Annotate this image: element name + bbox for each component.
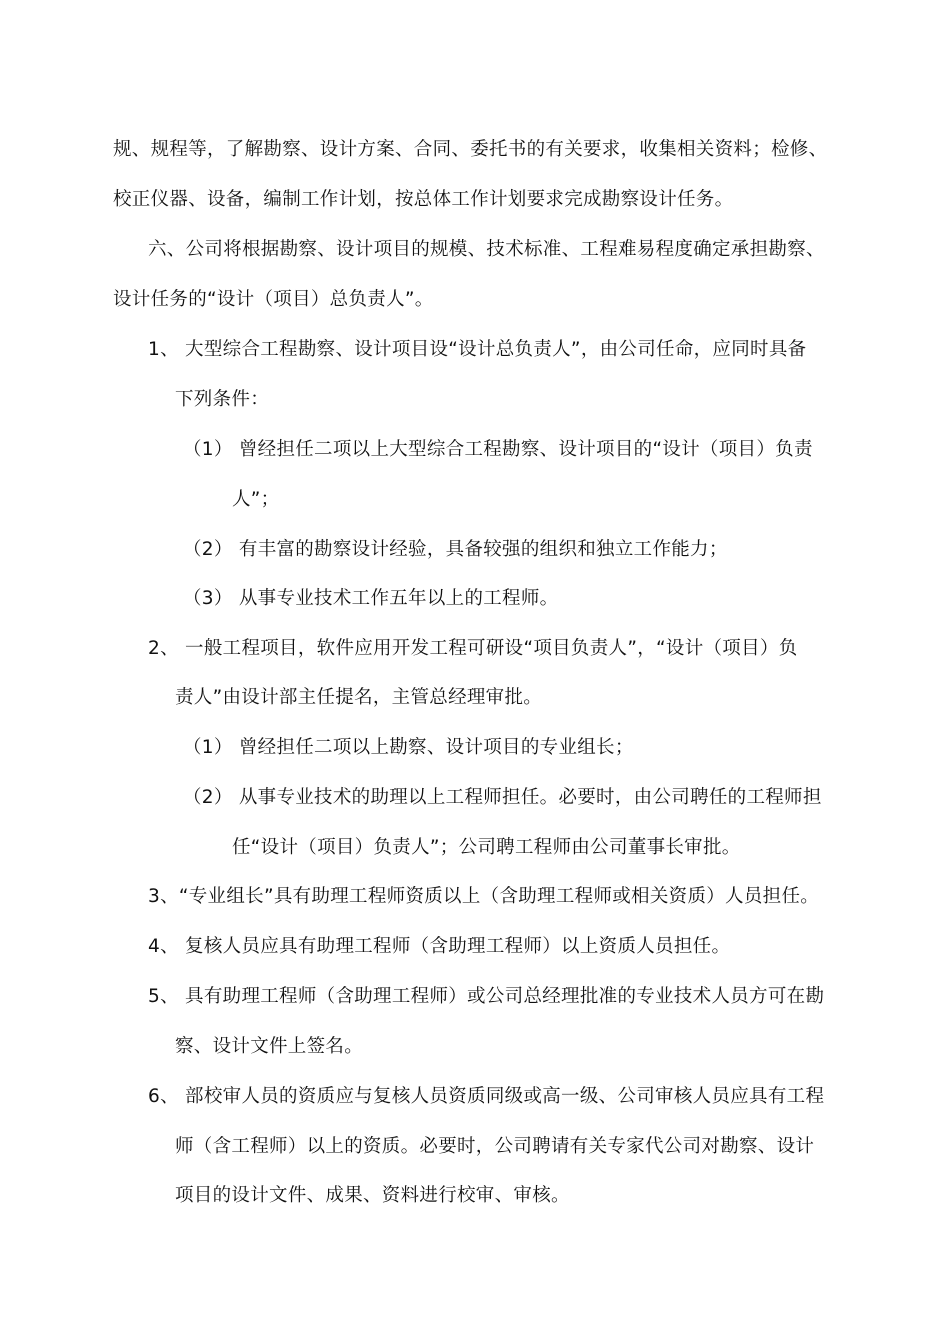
text-line: 责人”由设计部主任提名，主管总经理审批。 [175, 687, 543, 708]
text-line: 规、规程等，了解勘察、设计方案、合同、委托书的有关要求，收集相关资料；检修、 [113, 139, 828, 160]
text-line: （3） 从事专业技术工作五年以上的工程师。 [183, 588, 559, 609]
text-line: （1） 曾经担任二项以上大型综合工程勘察、设计项目的“设计（项目）负责 [183, 439, 813, 460]
text-line: 设计任务的“设计（项目）总负责人”。 [113, 289, 434, 310]
text-line: 1、 大型综合工程勘察、设计项目设“设计总负责人”，由公司任命，应同时具备 [148, 339, 807, 360]
text-line: 2、 一般工程项目，软件应用开发工程可研设“项目负责人”，“设计（项目）负 [148, 638, 798, 659]
text-line: 人”； [232, 489, 280, 510]
text-line: （2） 有丰富的勘察设计经验，具备较强的组织和独立工作能力； [183, 539, 728, 560]
text-line: 下列条件： [175, 389, 270, 410]
text-line: 3、“专业组长”具有助理工程师资质以上（含助理工程师或相关资质）人员担任。 [148, 886, 820, 907]
text-line: 校正仪器、设备，编制工作计划，按总体工作计划要求完成勘察设计任务。 [113, 189, 734, 210]
text-line: 六、公司将根据勘察、设计项目的规模、技术标准、工程难易程度确定承担勘察、 [148, 239, 825, 260]
text-line: （1） 曾经担任二项以上勘察、设计项目的专业组长； [183, 737, 634, 758]
text-line: 5、 具有助理工程师（含助理工程师）或公司总经理批准的专业技术人员方可在勘 [148, 986, 825, 1007]
text-line: 察、设计文件上签名。 [175, 1036, 364, 1057]
text-line: 4、 复核人员应具有助理工程师（含助理工程师）以上资质人员担任。 [148, 936, 731, 957]
text-line: 师（含工程师）以上的资质。必要时，公司聘请有关专家代公司对勘察、设计 [175, 1136, 815, 1157]
text-line: （2） 从事专业技术的助理以上工程师担任。必要时，由公司聘任的工程师担 [183, 787, 822, 808]
text-line: 6、 部校审人员的资质应与复核人员资质同级或高一级、公司审核人员应具有工程 [148, 1086, 825, 1107]
text-line: 项目的设计文件、成果、资料进行校审、审核。 [175, 1185, 570, 1206]
text-line: 任“设计（项目）负责人”；公司聘工程师由公司董事长审批。 [232, 837, 741, 858]
